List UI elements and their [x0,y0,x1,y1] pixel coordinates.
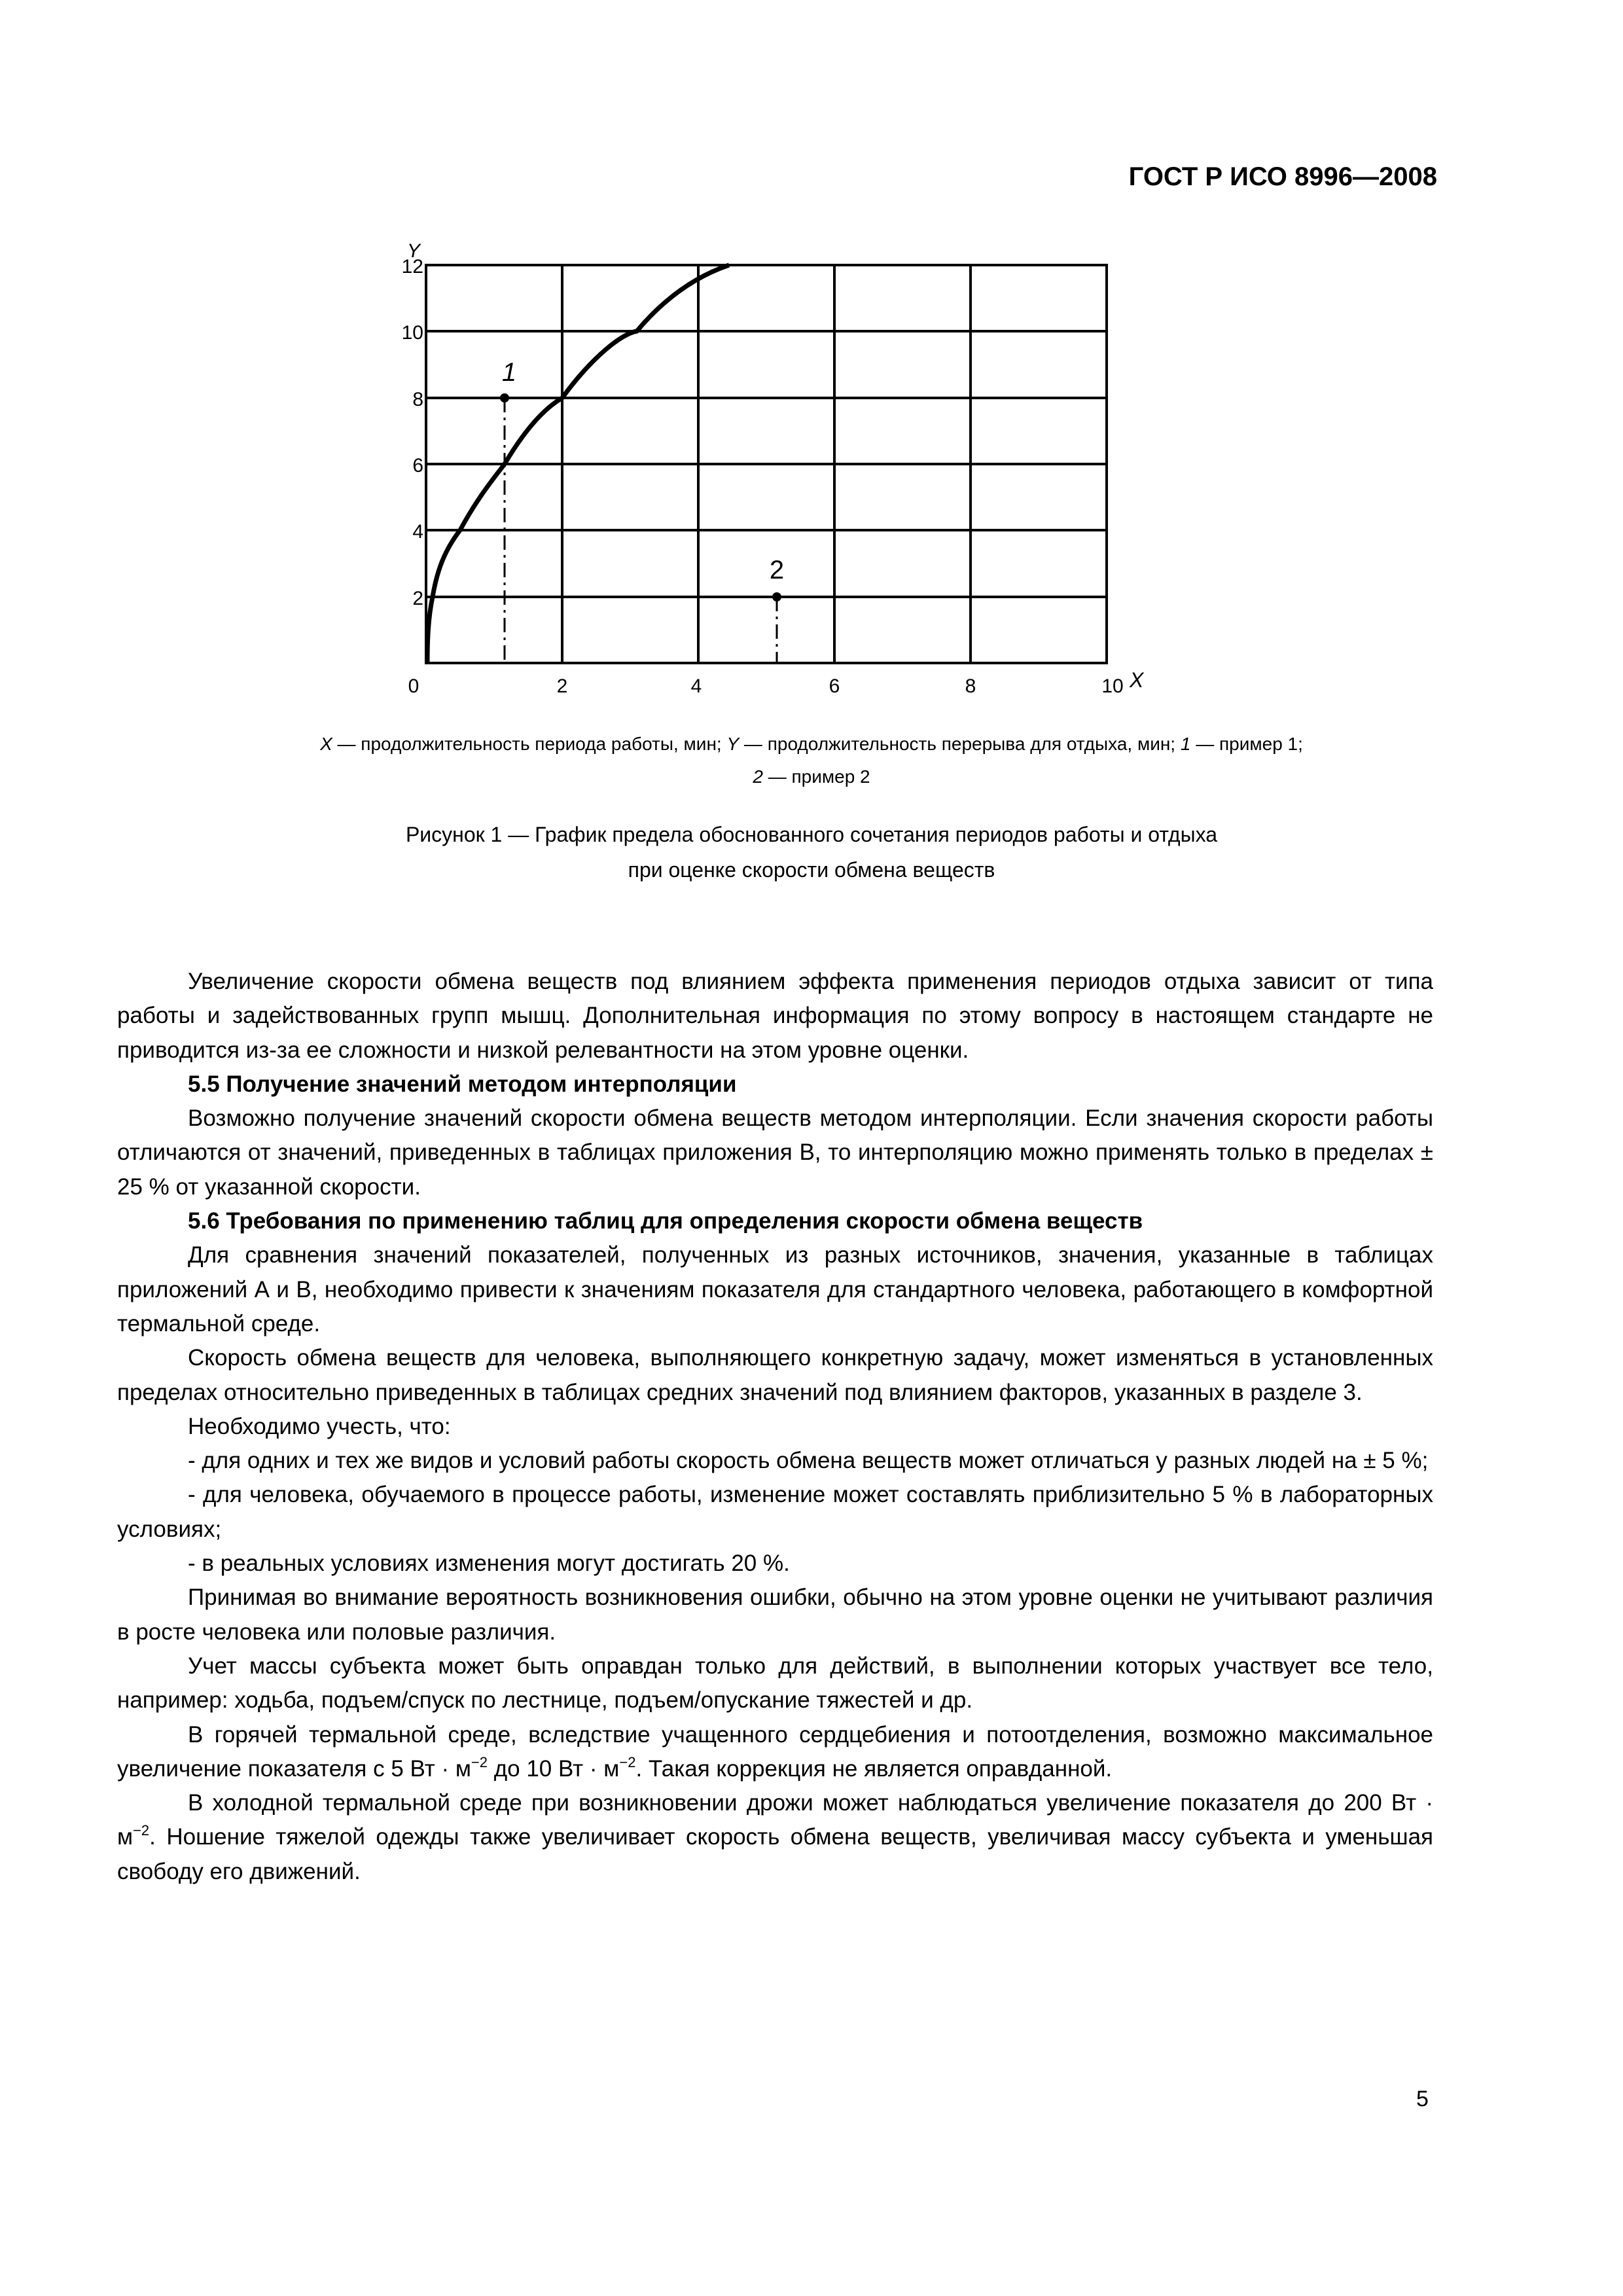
caption-line-1: Рисунок 1 — График предела обоснованного сочетания периодов работы и отдыха [405,823,1218,846]
legend-line-2: 2 — пример 2 [753,766,870,787]
point-2-label: 2 [769,556,785,584]
page-number: 5 [1416,2087,1429,2111]
section-heading-5-6: 5.6 Требования по применению таблиц для определения скорости обмена веществ [188,1208,1143,1234]
x-axis-label: X [1130,668,1144,692]
figure-1-chart [366,236,1191,707]
y-tick-labels [402,256,423,609]
paragraph: Необходимо учесть, что: [188,1413,451,1439]
list-item: - для человека, обучаемого в процессе работы, изменение может составлять приблизительно 5 % в лабораторных условиях; [117,1482,1433,1542]
figure-legend [0,728,1623,793]
paragraph: Увеличение скорости обмена веществ под влиянием эффекта применения периодов отдыха зависит от типа работы и задействованных групп мышц. Дополнительная информация по этому вопросу в настоящем стандарте не приводится из-за ее сложности и низкой релевантности на этом уровне оценки. [117,969,1433,1063]
figure-caption [0,817,1623,888]
svg-text:4: 4 [690,675,702,697]
svg-text:10: 10 [1101,675,1124,697]
paragraph: Возможно получение значений скорости обмена веществ методом интерполяции. Если значения скорости работы отличаются от значений, приведенных в таблицах приложения В, то интерполяцию можно применять только в пределах ± 25 % от указанной скорости. [117,1105,1433,1200]
paragraph: Для сравнения значений показателей, полученных из разных источников, значения, указанные в таблицах приложений А и В, необходимо привести к значениям показателя для стандартного человека, работающего в комфортной термальной среде. [117,1242,1433,1336]
paragraph: В холодной термальной среде при возникновении дрожи может наблюдаться увеличение показателя до 200 Вт · $м^{-2}$. Ношение тяжелой одежды также увеличивает скорость обмена веществ, увеличивая массу субъекта и уменьшая свободу его движений. [117,1790,1433,1884]
svg-text:4: 4 [412,521,423,543]
point-1-label: 1 [501,358,517,387]
example-point-1 [500,393,509,403]
chart-svg [366,236,1191,707]
example-point-2 [772,592,781,601]
svg-text:8: 8 [412,389,423,410]
caption-line-2: при оценке скорости обмена веществ [628,858,995,882]
paragraph: Учет массы субъекта может быть оправдан только для действий, в выполнении которых участвует все тело, например: ходьба, подъем/спуск по лестнице, подъем/опускание тяжестей и др. [117,1653,1433,1713]
paragraph: Скорость обмена веществ для человека, выполняющего конкретную задачу, может изменяться в установленных пределах относительно приведенных в таблицах средних значений под влиянием факторов, указанных в разделе 3. [117,1345,1433,1405]
x-tick-labels [408,675,1124,697]
document-code-header: ГОСТ Р ИСО 8996—2008 [1128,162,1437,191]
svg-text:10: 10 [401,322,423,344]
paragraph: Принимая во внимание вероятность возникновения ошибки, обычно на этом уровне оценки не учитывают различия в росте человека или половые различия. [117,1585,1433,1645]
section-heading-5-5: 5.5 Получение значений методом интерполяции [188,1071,737,1097]
body-text [117,965,1433,1889]
list-item: - для одних и тех же видов и условий работы скорость обмена веществ может отличаться у разных людей на ± 5 %; [188,1448,1429,1474]
svg-text:2: 2 [556,675,568,697]
svg-text:6: 6 [829,675,840,697]
svg-text:0: 0 [408,675,419,697]
svg-text:8: 8 [965,675,976,697]
svg-text:2: 2 [412,588,423,609]
svg-text:6: 6 [412,455,423,476]
svg-text:12: 12 [401,256,423,278]
paragraph: В горячей термальной среде, вследствие учащенного сердцебиения и потоотделения, возможно максимальное увеличение показателя с 5 Вт · $м^{-2}$ до 10 Вт · $м^{-2}$. Такая коррекция не является оправданной. [117,1721,1433,1782]
y-axis-label: Y [407,240,421,262]
legend-line-1: X — продолжительность периода работы, мин; Y — продолжительность перерыва для отдыха, мин; 1 — пример 1; [320,734,1303,754]
list-item: - в реальных условиях изменения могут достигать 20 %. [188,1551,790,1577]
grid-lines [426,265,1107,663]
